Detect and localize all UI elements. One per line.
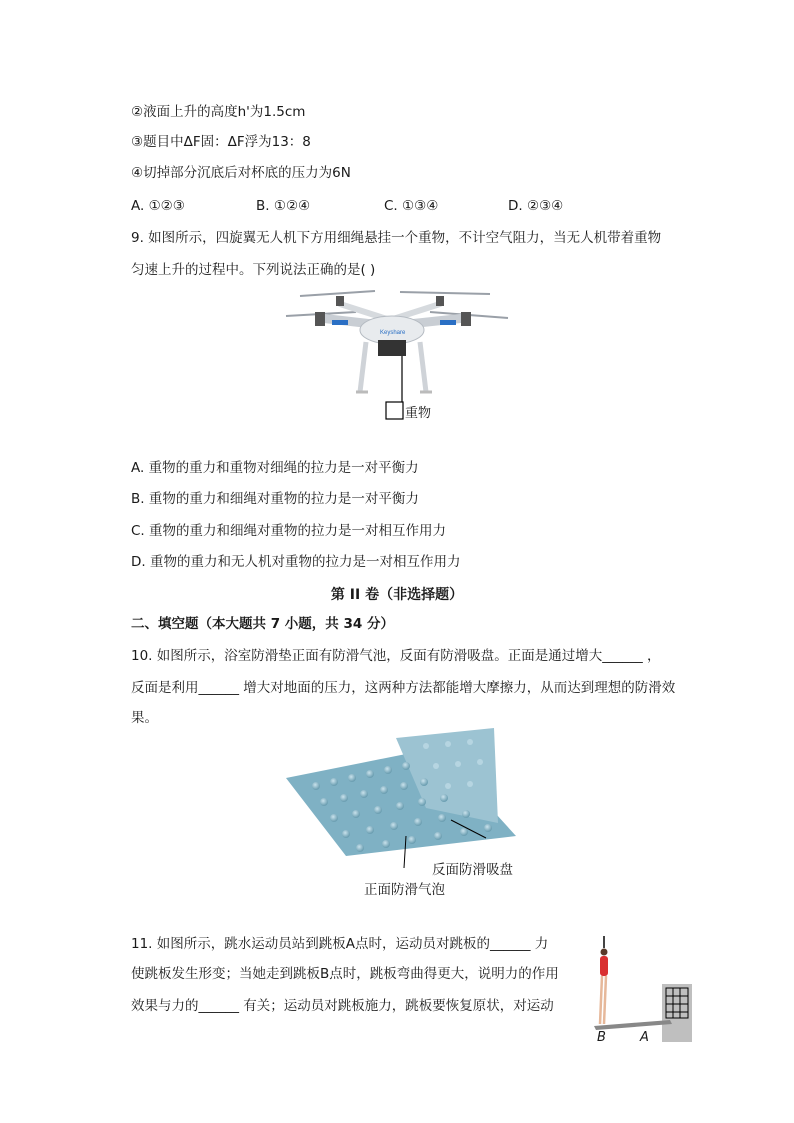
choice-d-prev: D. ②③④ (508, 198, 564, 214)
section-title: 第 II 卷（非选择题） (330, 587, 464, 603)
choice-c-prev: C. ①③④ (384, 198, 439, 214)
section-heading: 二、填空题（本大题共 7 小题，共 34 分） (131, 616, 394, 632)
weight-box (386, 402, 403, 419)
choice-b-prev: B. ①②④ (256, 198, 311, 214)
q11-line3: 效果与力的______ 有关；运动员对跳板施力，跳板要恢复原状，对运动 (131, 998, 554, 1014)
q10-line1: 10. 如图所示，浴室防滑垫正面有防滑气池，反面有防滑吸盘。正面是通过增大______ ， (131, 648, 661, 664)
q9-choice-b: B. 重物的重力和细绳对重物的拉力是一对平衡力 (131, 491, 419, 507)
label-back-suction: 反面防滑吸盘 (432, 862, 513, 878)
bath-mat-figure (276, 728, 526, 876)
label-point-a: A (640, 1030, 649, 1045)
label-point-b: B (597, 1030, 606, 1045)
q9-stem-line1: 9. 如图所示，四旋翼无人机下方用细绳悬挂一个重物，不计空气阻力，当无人机带着重物 (131, 230, 662, 246)
diver-icon (600, 936, 608, 1024)
q9-stem-line2: 匀速上升的过程中。下列说法正确的是( ) (131, 262, 376, 278)
q11-line1: 11. 如图所示，跳水运动员站到跳板A点时，运动员对跳板的______ 力 (131, 936, 549, 952)
drone-brand: Keyshare (380, 330, 406, 336)
choice-a-prev: A. ①②③ (131, 198, 185, 214)
q9-choice-c: C. 重物的重力和细绳对重物的拉力是一对相互作用力 (131, 523, 447, 539)
statement-3: ③题目中ΔF固：ΔF浮为13：8 (131, 134, 311, 150)
q11-line2: 使跳板发生形变；当她走到跳板B点时，跳板弯曲得更大，说明力的作用 (131, 966, 559, 982)
q10-line3: 果。 (131, 710, 158, 726)
statement-4: ④切掉部分沉底后对杯底的压力为6N (131, 165, 351, 181)
q9-choice-a: A. 重物的重力和重物对细绳的拉力是一对平衡力 (131, 460, 419, 476)
q10-line2: 反面是利用______ 增大对地面的压力，这两种方法都能增大摩擦力，从而达到理想的防滑效 (131, 680, 676, 696)
label-front-bubble: 正面防滑气泡 (364, 882, 445, 898)
q9-choice-d: D. 重物的重力和无人机对重物的拉力是一对相互作用力 (131, 554, 461, 570)
weight-label: 重物 (405, 406, 432, 421)
statement-2: ②液面上升的高度h'为1.5cm (131, 104, 306, 120)
drone-figure (280, 282, 510, 422)
